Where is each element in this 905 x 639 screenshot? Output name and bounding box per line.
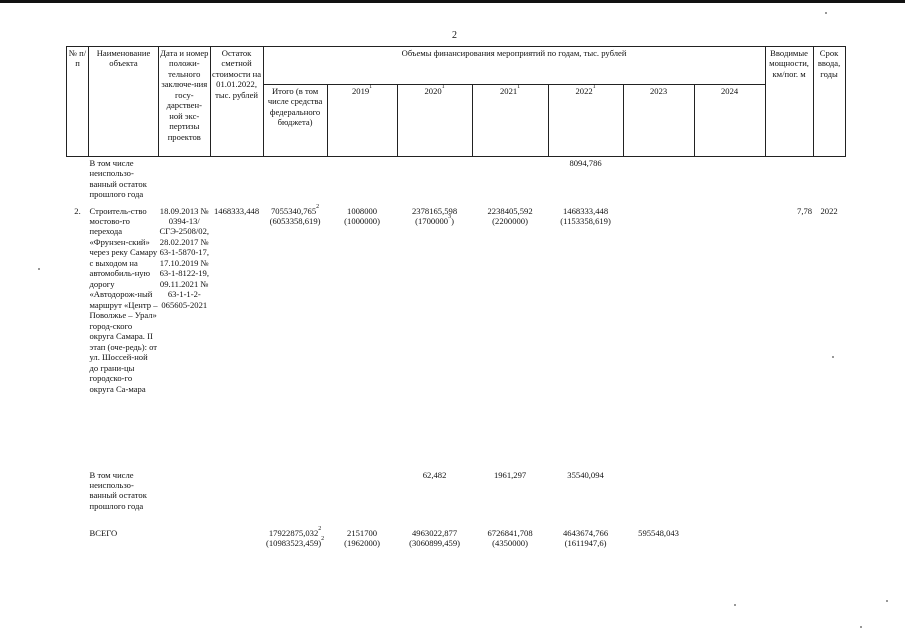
cell-term: 2022	[820, 205, 838, 216]
header-term: Срок ввода, годы	[813, 47, 845, 157]
header-no: № п/п	[67, 47, 89, 157]
cell-2021: 1961,297	[493, 469, 527, 480]
scan-speck	[860, 626, 862, 628]
cell-total: 17922875,032$^2$ $(10983523,459)^2$	[265, 525, 325, 548]
header-year-2020: 2020$^1$	[397, 85, 472, 157]
scan-speck	[38, 268, 40, 270]
header-total: Итого (в том числе средства федерального бюджета)	[263, 85, 327, 157]
scan-speck	[886, 600, 888, 602]
top-border	[0, 0, 905, 3]
header-year-2024: 2024	[694, 85, 765, 157]
scan-speck	[734, 604, 736, 606]
cell-2021: 2238405,592 (2200000)	[487, 205, 533, 226]
cell-2022: 4643674,766 (1611947,6)	[563, 527, 609, 548]
table-row	[67, 157, 846, 205]
cell-2022: 8094,786	[569, 158, 602, 168]
cell-remainder: 1468333,448	[214, 205, 260, 216]
cell-2020: 2378165,598 (1700000$^3$)	[412, 205, 458, 226]
header-remainder: Остаток сметной стоимости на 01.01.2022, тыс. рублей	[210, 47, 263, 157]
header-year-2021: 2021$^1$	[472, 85, 548, 157]
cell-2019: 1008000 (1000000)	[344, 205, 380, 226]
header-funding: Объемы финансирования мероприятий по годам, тыс. рублей	[263, 47, 765, 85]
cell-capacity: 7,78	[797, 205, 813, 216]
cell-total: 7055340,765$^2$ (6053358,619)	[269, 203, 321, 226]
header-year-2022: 2022$^1$	[548, 85, 623, 157]
cell-2023: 595548,043	[638, 527, 679, 538]
table-row-total	[67, 527, 846, 567]
cell-2022: 35540,094	[567, 469, 604, 480]
cell-2020: 62,482	[422, 469, 447, 480]
row-label: В том числе неиспользо-ванный остаток прошлого года	[89, 158, 147, 200]
cell-2020: 4963022,877 (3060899,459)	[409, 527, 460, 548]
cell-2019: 2151700 (1962000)	[344, 527, 380, 548]
table-row	[67, 205, 846, 469]
header-year-2019: 2019$^1$	[327, 85, 397, 157]
scan-speck	[832, 356, 834, 358]
expertise-date: 18.09.2013 № 0394-13/СГЭ-2508/02, 28.02.2017 № 63-1-5870-17, 17.10.2019 № 63-1-8122-19, 09.11.2021 № 63-1-1-2-065605-2021	[159, 205, 210, 310]
object-name: Строитель-ство мостово-го перехода «Фрунзен-ский» через реку Самару с выходом на автомобиль-ную дорогу «Автодорож-ный маршрут «Центр – Поволжье – Урал» город-ского округа Самара. II этап (оче-редь): от ул. Шоссей-ной до грани-цы городско-го округа Са-мара	[89, 205, 158, 394]
header-date: Дата и номер положи-тельного заключе-ния госу-дарствен-ной экс-пертизы проектов	[159, 47, 211, 157]
header-capacity: Вводимые мощности, км/пог. м	[765, 47, 813, 157]
row-label: В том числе неиспользо-ванный остаток прошлого года	[89, 469, 147, 511]
financing-table	[66, 46, 846, 567]
cell-2022: 1468333,448 (1153358,619)	[560, 205, 611, 226]
header-name: Наименование объекта	[89, 47, 159, 157]
page-number: 2	[452, 30, 457, 41]
row-label: ВСЕГО	[89, 527, 118, 538]
row-no: 2.	[74, 205, 81, 216]
cell-2021: 6726841,708 (4350000)	[487, 527, 533, 548]
table-row	[67, 469, 846, 527]
header-year-2023: 2023	[623, 85, 694, 157]
scan-speck	[825, 12, 827, 14]
